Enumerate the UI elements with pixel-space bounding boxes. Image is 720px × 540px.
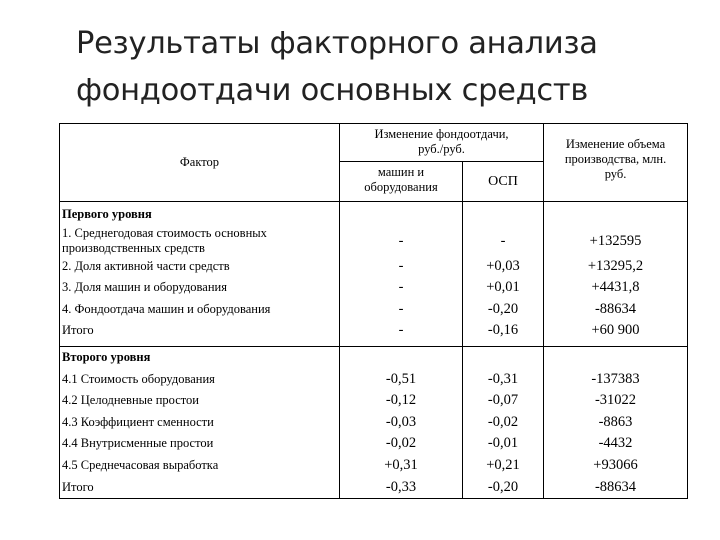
factor-4-4: 4.4 Внутрисменные простои <box>62 436 214 451</box>
level1-osp-value: +0,03 <box>486 257 520 274</box>
level1-osp-value: -0,16 <box>487 322 519 339</box>
level1-production <box>544 202 688 347</box>
header-osp <box>463 162 544 202</box>
level1-osp-blank <box>463 204 543 226</box>
level1-production-value: +60 900 <box>591 322 640 339</box>
level1-machines-value: - <box>398 257 404 274</box>
factor-4-3: 4.3 Коэффициент сменности <box>62 414 214 429</box>
factor-level2-title: Второго уровня <box>62 350 151 364</box>
header-osp-label: ОСП <box>488 174 518 189</box>
level2-machines-value: +0,31 <box>384 456 418 473</box>
title-line-1: Результаты факторного анализа <box>76 26 598 61</box>
level2-machines-value: -0,03 <box>385 413 417 430</box>
slide-title <box>76 20 696 114</box>
level2-osp-value: -0,20 <box>487 478 519 495</box>
level2-production-value: +93066 <box>593 456 638 473</box>
factor-2: 2. Доля активной части средств <box>62 258 230 273</box>
factor-level2-total: Итого <box>62 479 94 494</box>
level1-production-value: +132595 <box>589 232 642 249</box>
level2-production-value: -137383 <box>591 370 640 387</box>
header-machines-line-2: оборудования <box>364 180 438 194</box>
level2-osp-value: -0,31 <box>487 370 519 387</box>
level1-production-value: +4431,8 <box>591 279 640 296</box>
level2-machines-blank <box>340 347 462 369</box>
factor-4-5: 4.5 Среднечасовая выработка <box>62 457 219 472</box>
level1-osp-value: - <box>500 232 506 249</box>
level2-osp-blank <box>463 347 543 369</box>
level2-production-value: -31022 <box>594 392 637 409</box>
level1-production-value: -88634 <box>594 300 637 317</box>
level2-osp <box>463 347 544 499</box>
level1-machines <box>340 202 463 347</box>
level2-production <box>544 347 688 499</box>
level2-machines-value: -0,33 <box>385 478 417 495</box>
level2-osp-value: -0,02 <box>487 413 519 430</box>
factor-4: 4. Фондоотдача машин и оборудования <box>62 301 271 316</box>
level2-osp-value: -0,01 <box>487 435 519 452</box>
header-machines <box>340 162 463 202</box>
header-machines-line-1: машин и <box>377 165 425 179</box>
level1-osp <box>463 202 544 347</box>
level2-osp-value: +0,21 <box>486 456 520 473</box>
header-factor-label: Фактор <box>179 155 220 169</box>
level1-machines-value: - <box>398 300 404 317</box>
header-production-change <box>544 124 688 202</box>
level2-osp-value: -0,07 <box>487 392 519 409</box>
header-production-change-line-1: Изменение объема <box>565 137 666 151</box>
level1-machines-blank <box>340 204 462 226</box>
level2-machines-value: -0,12 <box>385 392 417 409</box>
factor-3: 3. Доля машин и оборудования <box>62 280 227 295</box>
level2-machines-value: -0,02 <box>385 435 417 452</box>
factor-level1-title: Первого уровня <box>62 207 152 221</box>
level2-production-value: -88634 <box>594 478 637 495</box>
header-production-change-line-3: руб. <box>604 167 627 181</box>
factor-1: 1. Среднегодовая стоимость основных производственных средств <box>62 225 267 255</box>
header-return-change-line-2: руб./руб. <box>418 142 465 156</box>
level2-factors <box>60 347 340 499</box>
level1-production-value: +13295,2 <box>587 257 644 274</box>
level1-osp-value: -0,20 <box>487 300 519 317</box>
level1-machines-value: - <box>398 322 404 339</box>
level2-production-value: -4432 <box>598 435 633 452</box>
factor-level1-total: Итого <box>62 323 94 338</box>
header-return-change <box>340 124 544 162</box>
factor-4-1: 4.1 Стоимость оборудования <box>62 371 215 386</box>
header-return-change-line-1: Изменение фондоотдачи, <box>374 127 509 141</box>
level1-factors <box>60 202 340 347</box>
level2-production-blank <box>544 347 687 369</box>
level1-production-blank <box>544 204 687 226</box>
factor-analysis-table <box>59 123 688 499</box>
level1-osp-value: +0,01 <box>486 279 520 296</box>
factor-4-2: 4.2 Целодневные простои <box>62 393 199 408</box>
header-production-change-line-2: производства, млн. <box>564 152 667 166</box>
header-factor <box>60 124 340 202</box>
level2-production-value: -8863 <box>598 413 633 430</box>
title-line-2: фондоотдачи основных средств <box>76 73 589 108</box>
level2-machines <box>340 347 463 499</box>
level1-machines-value: - <box>398 232 404 249</box>
level1-machines-value: - <box>398 279 404 296</box>
level2-machines-value: -0,51 <box>385 370 417 387</box>
